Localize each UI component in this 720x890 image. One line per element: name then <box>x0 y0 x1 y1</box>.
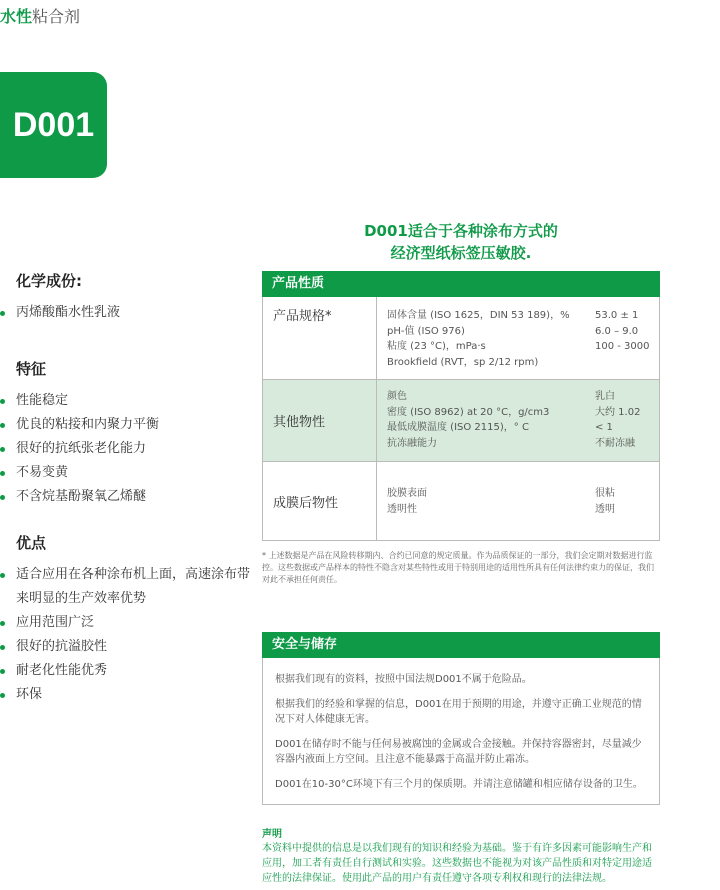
property-label: 最低成膜温度 (ISO 2115)，° C <box>387 422 529 433</box>
header-title-rest: 粘合剂 <box>32 7 81 26</box>
property-label: 密度 (ISO 8962) at 20 °C，g/cm3 <box>387 406 550 418</box>
property-value: 大约 1.02 <box>595 406 641 418</box>
header-title <box>0 4 80 27</box>
tagline-line-2: 经济型纸标签压敏胶. <box>390 244 532 262</box>
header-title-bold: 水性 <box>0 7 33 26</box>
advantage-item: 应用范围广泛 <box>0 611 250 635</box>
property-value: 透明 <box>595 503 615 515</box>
tagline-line-1: D001适合于各种涂布方式的 <box>364 222 558 240</box>
advantages-section <box>0 532 250 707</box>
composition-item: 丙烯酸酯水性乳液 <box>0 301 250 325</box>
safety-paragraph: D001在储存时不能与任何易被腐蚀的金属或合金接触。并保持容器密封，尽量减少容器内液面上方空间。且注意不能暴露于高温并防止霜冻。 <box>275 738 642 765</box>
disclaimer-title: 声明 <box>262 829 282 840</box>
safety-paragraph: 根据我们现有的资料，按照中国法规D001不属于危险品。 <box>275 674 532 685</box>
safety-header: 安全与储存 <box>262 632 660 658</box>
property-label: 透明性 <box>387 503 417 515</box>
features-list <box>0 389 250 509</box>
property-value: < 1 <box>595 422 613 433</box>
properties-footnote: * 上述数据是产品在风险转移期内、合约已同意的规定质量。作为品质保证的一部分，我们会定期对数据进行监控。这些数据或产品样本的特性不隐含对某些特性或用于特别用途的适用性所具有任何法律约束力的保证，我们对此不承担任何责任。 <box>262 551 654 584</box>
feature-item: 不易变黄 <box>0 461 250 485</box>
feature-item: 性能稳定 <box>0 389 250 413</box>
composition-heading: 化学成份: <box>16 272 82 290</box>
product-code-badge <box>0 72 107 178</box>
features-section <box>0 358 250 509</box>
disclaimer-text: 本资料中提供的信息是以我们现有的知识和经验为基础。鉴于有许多因素可能影响生产和应用，加工者有责任自行测试和实验。这些数据也不能视为对该产品性质和对特定用途适应性的法律保证。使用此产品的用户有责任遵守各项专利权和现行的法律法规。 <box>262 843 652 884</box>
advantage-item: 耐老化性能优秀 <box>0 659 250 683</box>
features-heading: 特征 <box>16 360 47 378</box>
composition-list <box>0 301 250 325</box>
property-label: 胶膜表面 <box>387 488 427 499</box>
property-value: 6.0 – 9.0 <box>595 325 639 337</box>
properties-header: 产品性质 <box>262 271 660 297</box>
safety-paragraph: D001在10-30°C环境下有三个月的保质期。并请注意储罐和相应储存设备的卫生。 <box>275 778 643 790</box>
feature-item: 不含烷基酚聚氧乙烯醚 <box>0 485 250 509</box>
advantage-item: 环保 <box>0 683 250 707</box>
tagline <box>262 220 660 264</box>
properties-table <box>262 297 660 541</box>
safety-box <box>262 658 660 805</box>
feature-item: 很好的抗纸张老化能力 <box>0 437 250 461</box>
property-value: 很粘 <box>595 488 615 499</box>
property-label: Brookfield (RVT，sp 2/12 rpm) <box>387 356 539 368</box>
advantages-heading: 优点 <box>16 534 47 552</box>
advantages-list <box>0 563 250 707</box>
property-value: 乳白 <box>595 391 615 402</box>
composition-section <box>0 270 250 325</box>
property-row-film <box>263 462 659 540</box>
property-label: 抗冻融能力 <box>387 437 437 449</box>
advantage-item: 很好的抗溢胶性 <box>0 635 250 659</box>
disclaimer <box>262 828 660 886</box>
feature-item: 优良的粘接和内聚力平衡 <box>0 413 250 437</box>
property-name: 产品规格* <box>263 297 377 379</box>
property-label: 粘度 (23 °C)，mPa·s <box>387 341 486 352</box>
product-code: D001 <box>12 105 95 144</box>
safety-paragraph: 根据我们的经验和掌握的信息，D001在用于预期的用途，并遵守正确工业规范的情况下对人体健康无害。 <box>275 698 642 725</box>
property-name: 其他物性 <box>263 380 377 461</box>
property-name: 成膜后物性 <box>263 462 377 540</box>
property-value: 53.0 ± 1 <box>595 310 639 321</box>
property-label: pH-值 (ISO 976) <box>387 325 465 337</box>
property-label: 固体含量 (ISO 1625，DIN 53 189)，% <box>387 310 570 321</box>
property-value: 不耐冻融 <box>595 437 635 449</box>
property-label: 颜色 <box>387 391 407 402</box>
property-row-other <box>263 380 659 462</box>
advantage-item: 适合应用在各种涂布机上面，高速涂布带来明显的生产效率优势 <box>0 563 250 611</box>
property-value: 100 - 3000 <box>595 341 650 352</box>
property-row-spec <box>263 297 659 380</box>
